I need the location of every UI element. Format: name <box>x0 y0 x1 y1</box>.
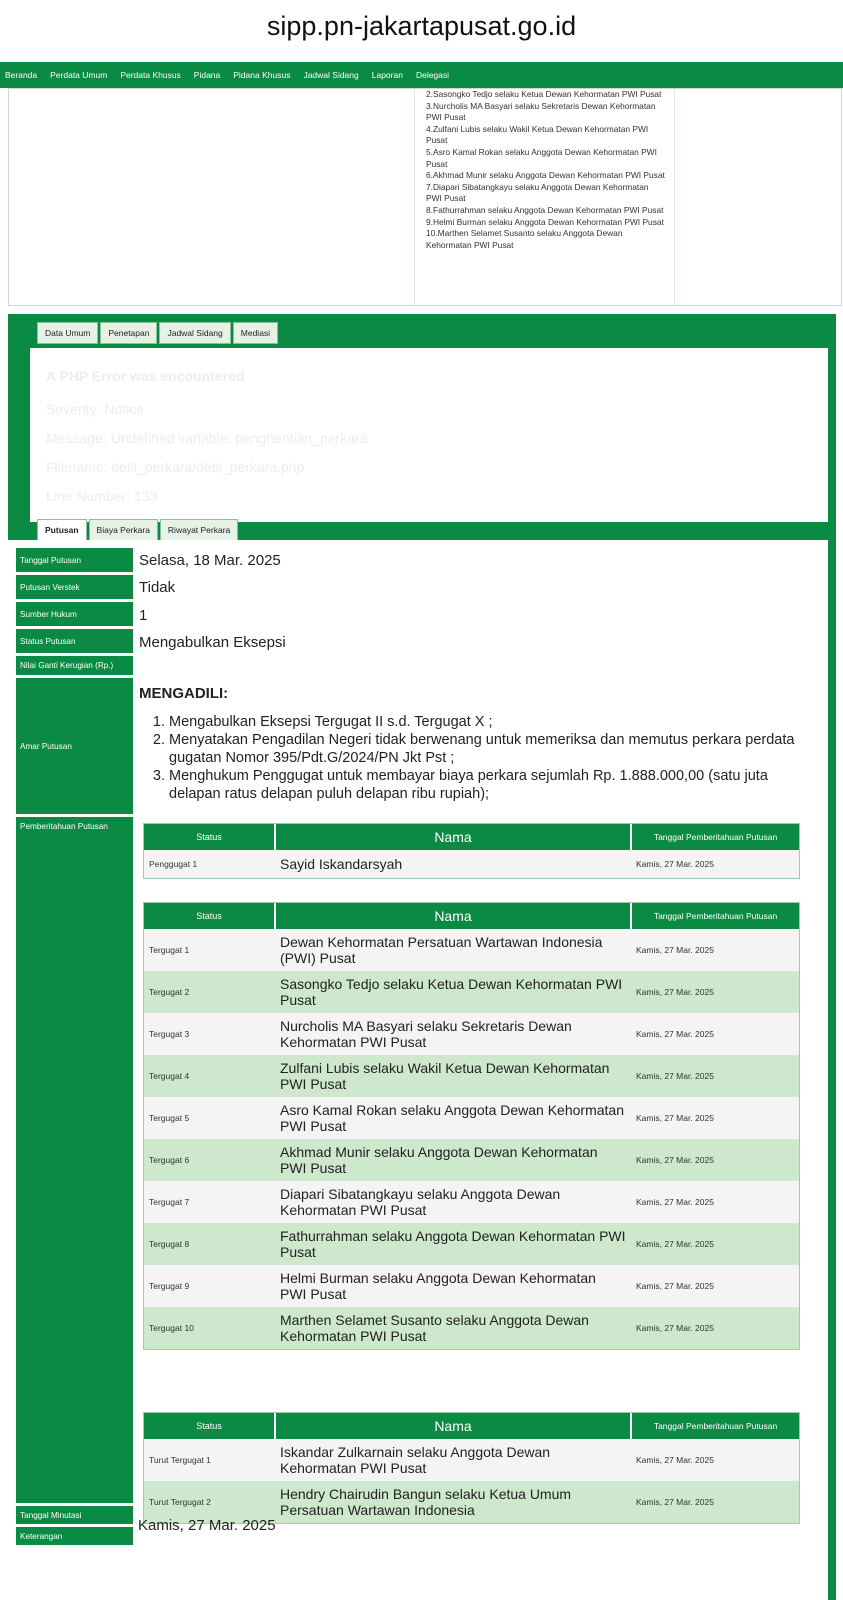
amar-item: 1. Mengabulkan Eksepsi Tergugat II s.d. Tergugat X ; <box>169 713 819 731</box>
party-info-right-column <box>674 89 842 305</box>
amar-item: 2. Menyatakan Pengadilan Negeri tidak berwenang untuk memeriksa dan memutus perkara perdata gugatan Nomor 395/Pdt.G/2024/PN Jkt Pst ; <box>169 731 819 767</box>
amar-list <box>139 713 819 803</box>
table-row <box>144 850 799 878</box>
cell-status: Tergugat 6 <box>144 1139 275 1181</box>
amar-item: 3. Menghukum Penggugat untuk membayar biaya perkara sejumlah Rp. 1.888.000,00 (satu juta delapan ratus delapan puluh delapan ribu rupiah); <box>169 767 819 803</box>
table-row <box>144 1013 799 1055</box>
browser-url[interactable] <box>0 0 843 52</box>
cell-nama: Asro Kamal Rokan selaku Anggota Dewan Kehormatan PWI Pusat <box>275 1097 631 1139</box>
party-info-left-column <box>9 89 415 305</box>
tergugat-list <box>426 89 666 251</box>
label-keterangan: Keterangan <box>16 1527 133 1545</box>
cell-nama: Sayid Iskandarsyah <box>275 850 631 878</box>
label-amar-putusan: Amar Putusan <box>16 678 133 814</box>
list-item: 9.Helmi Burman selaku Anggota Dewan Kehormatan PWI Pusat <box>426 216 664 227</box>
header-nama: Nama <box>275 903 631 929</box>
cell-status: Tergugat 10 <box>144 1307 275 1349</box>
url-text: sipp.pn-jakartapusat.go.id <box>266 10 577 41</box>
table-row <box>144 1265 799 1307</box>
table-header-row <box>144 824 799 850</box>
error-title: A PHP Error was encountered <box>46 368 245 384</box>
cell-status: Tergugat 1 <box>144 929 275 971</box>
label-sumber-hukum: Sumber Hukum <box>16 602 133 626</box>
label-putusan-verstek: Putusan Verstek <box>16 575 133 599</box>
cell-nama: Dewan Kehormatan Persatuan Wartawan Indonesia (PWI) Pusat <box>275 929 631 971</box>
table-row <box>144 1181 799 1223</box>
table-header-row <box>144 1413 799 1439</box>
cell-tanggal: Kamis, 27 Mar. 2025 <box>631 971 799 1013</box>
cell-tanggal: Kamis, 27 Mar. 2025 <box>631 1181 799 1223</box>
tab-biaya-perkara[interactable]: Biaya Perkara <box>89 519 158 541</box>
cell-status: Tergugat 7 <box>144 1181 275 1223</box>
cell-tanggal: Kamis, 27 Mar. 2025 <box>631 1097 799 1139</box>
nav-pidana-khusus[interactable]: Pidana Khusus <box>233 70 291 80</box>
cell-nama: Sasongko Tedjo selaku Ketua Dewan Kehormatan PWI Pusat <box>275 971 631 1013</box>
tab-mediasi[interactable]: Mediasi <box>233 322 278 344</box>
cell-nama: Akhmad Munir selaku Anggota Dewan Kehormatan PWI Pusat <box>275 1139 631 1181</box>
list-item: 7.Diapari Sibatangkayu selaku Anggota Dewan Kehormatan PWI Pusat <box>426 181 649 204</box>
cell-nama: Helmi Burman selaku Anggota Dewan Kehormatan PWI Pusat <box>275 1265 631 1307</box>
cell-tanggal: Kamis, 27 Mar. 2025 <box>631 1265 799 1307</box>
header-status: Status <box>144 824 275 850</box>
list-item: 5.Asro Kamal Rokan selaku Anggota Dewan Kehormatan PWI Pusat <box>426 146 657 169</box>
cell-status: Tergugat 4 <box>144 1055 275 1097</box>
tab-putusan[interactable]: Putusan <box>37 519 87 541</box>
cell-status: Penggugat 1 <box>144 850 275 878</box>
cell-tanggal: Kamis, 27 Mar. 2025 <box>631 1013 799 1055</box>
value-tanggal-putusan: Selasa, 18 Mar. 2025 <box>139 552 281 569</box>
label-nilai-ganti-kerugian: Nilai Ganti Kerugian (Rp.) <box>16 656 133 675</box>
header-tanggal: Tanggal Pemberitahuan Putusan <box>631 824 799 850</box>
error-line: Line Number: 133 <box>46 488 158 504</box>
main-nav <box>0 62 843 88</box>
header-nama: Nama <box>275 824 631 850</box>
cell-status: Turut Tergugat 1 <box>144 1439 275 1481</box>
cell-nama: Diapari Sibatangkayu selaku Anggota Dewan Kehormatan PWI Pusat <box>275 1181 631 1223</box>
cell-nama: Zulfani Lubis selaku Wakil Ketua Dewan Kehormatan PWI Pusat <box>275 1055 631 1097</box>
cell-tanggal: Kamis, 27 Mar. 2025 <box>631 929 799 971</box>
value-putusan-verstek: Tidak <box>139 579 176 596</box>
amar-heading: MENGADILI: <box>139 685 229 702</box>
value-status-putusan: Mengabulkan Eksepsi <box>139 634 286 651</box>
cell-tanggal: Kamis, 27 Mar. 2025 <box>631 1439 799 1481</box>
nav-jadwal-sidang[interactable]: Jadwal Sidang <box>303 70 359 80</box>
header-tanggal: Tanggal Pemberitahuan Putusan <box>631 903 799 929</box>
header-status: Status <box>144 1413 275 1439</box>
table-row <box>144 1055 799 1097</box>
amar-putusan-text <box>139 685 819 803</box>
label-tanggal-minutasi: Tanggal Minutasi <box>16 1506 133 1524</box>
party-info-box <box>8 88 842 306</box>
cell-nama: Nurcholis MA Basyari selaku Sekretaris Dewan Kehormatan PWI Pusat <box>275 1013 631 1055</box>
error-message: Message: Undefined variable: penghentian_perkara <box>46 430 368 446</box>
detail-tabs <box>37 322 280 344</box>
header-nama: Nama <box>275 1413 631 1439</box>
cell-tanggal: Kamis, 27 Mar. 2025 <box>631 1139 799 1181</box>
error-severity: Severity: Notice <box>46 401 145 417</box>
cell-status: Turut Tergugat 2 <box>144 1481 275 1523</box>
cell-nama: Marthen Selamet Susanto selaku Anggota Dewan Kehormatan PWI Pusat <box>275 1307 631 1349</box>
tab-riwayat-perkara[interactable]: Riwayat Perkara <box>160 519 238 541</box>
tab-penetapan[interactable]: Penetapan <box>100 322 157 344</box>
putusan-tabs <box>37 519 240 541</box>
list-item: 4.Zulfani Lubis selaku Wakil Ketua Dewan Kehormatan PWI Pusat <box>426 123 649 146</box>
php-error-box <box>30 348 828 522</box>
table-header-row <box>144 903 799 929</box>
cell-status: Tergugat 8 <box>144 1223 275 1265</box>
cell-tanggal: Kamis, 27 Mar. 2025 <box>631 850 799 878</box>
table-row <box>144 1307 799 1349</box>
nav-perdata-umum[interactable]: Perdata Umum <box>50 70 108 80</box>
nav-delegasi[interactable]: Delegasi <box>415 70 450 80</box>
list-item: 2.Sasongko Tedjo selaku Ketua Dewan Kehormatan PWI Pusat <box>426 89 662 99</box>
nav-perdata-khusus[interactable]: Perdata Khusus <box>120 70 181 80</box>
nav-laporan[interactable]: Laporan <box>371 70 403 80</box>
nav-beranda[interactable]: Beranda <box>5 70 38 80</box>
cell-nama: Iskandar Zulkarnain selaku Anggota Dewan Kehormatan PWI Pusat <box>275 1439 631 1481</box>
tab-jadwal-sidang[interactable]: Jadwal Sidang <box>159 322 230 344</box>
cell-tanggal: Kamis, 27 Mar. 2025 <box>631 1481 799 1523</box>
tab-data-umum[interactable]: Data Umum <box>37 322 98 344</box>
cell-tanggal: Kamis, 27 Mar. 2025 <box>631 1223 799 1265</box>
table-row <box>144 971 799 1013</box>
list-item: 10.Marthen Selamet Susanto selaku Anggota Dewan Kehormatan PWI Pusat <box>426 228 623 250</box>
cell-status: Tergugat 2 <box>144 971 275 1013</box>
nav-pidana[interactable]: Pidana <box>193 70 221 80</box>
cell-status: Tergugat 9 <box>144 1265 275 1307</box>
label-tanggal-putusan: Tanggal Putusan <box>16 548 133 572</box>
list-item: 3.Nurcholis MA Basyari selaku Sekretaris Dewan Kehormatan PWI Pusat <box>426 100 656 123</box>
cell-tanggal: Kamis, 27 Mar. 2025 <box>631 1307 799 1349</box>
cell-tanggal: Kamis, 27 Mar. 2025 <box>631 1055 799 1097</box>
tergugat-table <box>143 902 800 1350</box>
table-row <box>144 929 799 971</box>
table-row <box>144 1223 799 1265</box>
header-status: Status <box>144 903 275 929</box>
putusan-content <box>8 540 828 1600</box>
cell-status: Tergugat 3 <box>144 1013 275 1055</box>
label-pemberitahuan-putusan: Pemberitahuan Putusan <box>16 817 133 1503</box>
cell-nama: Hendry Chairudin Bangun selaku Ketua Umum Persatuan Wartawan Indonesia <box>275 1481 631 1523</box>
penggugat-table <box>143 823 800 879</box>
list-item: 8.Fathurrahman selaku Anggota Dewan Kehormatan PWI Pusat <box>426 204 664 215</box>
header-tanggal: Tanggal Pemberitahuan Putusan <box>631 1413 799 1439</box>
table-row <box>144 1139 799 1181</box>
cell-nama: Fathurrahman selaku Anggota Dewan Kehormatan PWI Pusat <box>275 1223 631 1265</box>
table-row <box>144 1097 799 1139</box>
cell-status: Tergugat 5 <box>144 1097 275 1139</box>
label-status-putusan: Status Putusan <box>16 629 133 653</box>
turut-tergugat-table <box>143 1412 800 1524</box>
table-row <box>144 1439 799 1481</box>
error-filename: Filename: detil_perkara/detil_perkara.php <box>46 459 305 475</box>
value-tanggal-minutasi: Kamis, 27 Mar. 2025 <box>138 1517 276 1534</box>
value-sumber-hukum: 1 <box>139 607 148 624</box>
list-item: 6.Akhmad Munir selaku Anggota Dewan Kehormatan PWI Pusat <box>426 170 665 181</box>
